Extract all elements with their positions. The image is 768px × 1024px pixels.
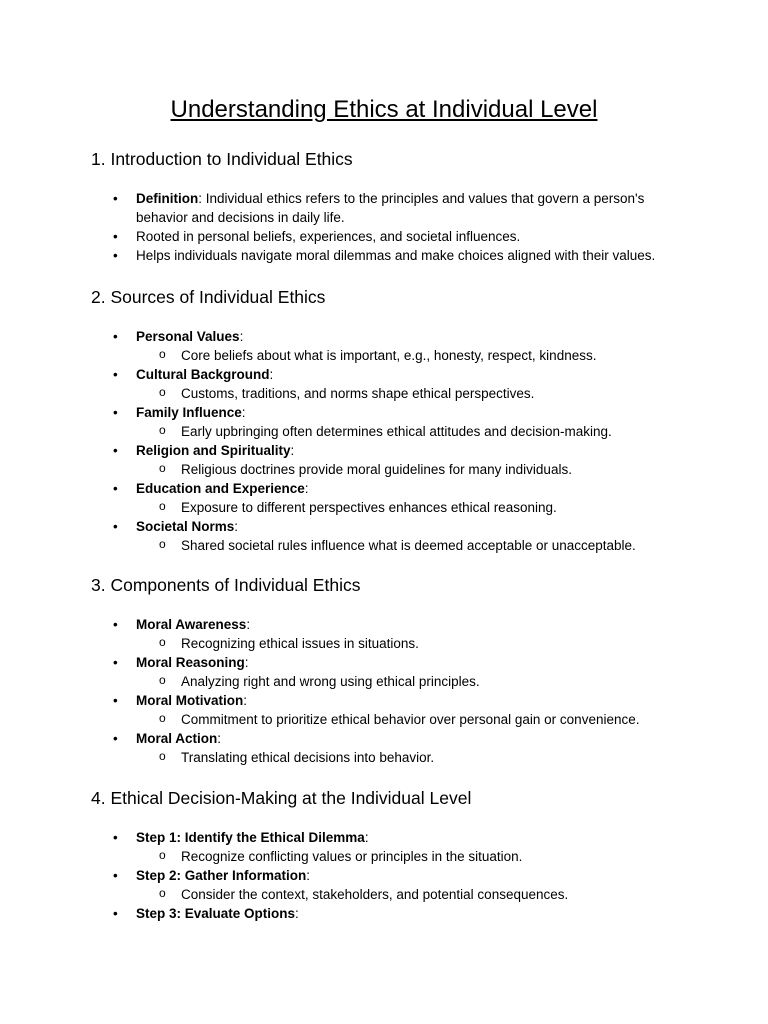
bullet-list [0,615,768,767]
item-label: Moral Awareness [136,617,247,632]
item-label: Family Influence [136,405,242,420]
sub-list-item [136,634,672,653]
bullet-list [0,327,768,555]
sub-list-item [136,885,672,904]
item-text: : [241,405,246,420]
sub-list-item [136,748,672,767]
list-item [0,403,768,441]
list-item [0,327,768,365]
sub-item-text: Consider the context, stakeholders, and potential consequences. [181,887,569,902]
item-label: Religion and Spirituality [136,443,291,458]
section-components [0,573,768,767]
item-text: : [269,367,274,382]
item-text: Rooted in personal beliefs, experiences, and societal influences. [136,229,521,244]
list-item [0,866,768,904]
sub-list-item [136,536,672,555]
list-item [0,653,768,691]
sub-item-text: Translating ethical decisions into behavior. [181,750,435,765]
list-item [0,615,768,653]
sub-item-text: Recognizing ethical issues in situations. [181,636,419,651]
list-item [0,365,768,403]
item-label: Education and Experience [136,481,305,496]
item-label: Definition [136,191,199,206]
item-text: Helps individuals navigate moral dilemmas and make choices aligned with their values. [136,248,656,263]
item-label: Societal Norms [136,519,235,534]
document-title: Understanding Ethics at Individual Level [170,96,598,123]
sub-item-text: Core beliefs about what is important, e.g., honesty, respect, kindness. [181,348,597,363]
bullet-list [0,828,768,923]
list-item [0,189,768,227]
sub-item-text: Analyzing right and wrong using ethical principles. [181,674,480,689]
list-item [0,729,768,767]
section-heading: 2. Sources of Individual Ethics [91,287,326,307]
item-label: Step 3: Evaluate Options [136,906,296,921]
list-item [0,691,768,729]
sub-list-item [136,847,672,866]
sub-item-text: Customs, traditions, and norms shape ethical perspectives. [181,386,535,401]
item-text: : [246,617,251,632]
item-label: Personal Values [136,329,240,344]
section-sources [0,285,768,555]
item-text: : [295,906,299,921]
item-text: : [217,731,222,746]
list-item [0,246,768,265]
item-text: : Individual ethics refers to the principles and values that govern a person's behavior and decisions in daily life. [136,191,645,225]
sub-list-item [136,384,672,403]
item-text: : [364,830,369,845]
list-item [0,479,768,517]
sub-list-item [136,498,672,517]
section-introduction [0,147,768,265]
item-label: Moral Motivation [136,693,244,708]
sub-item-text: Early upbringing often determines ethical attitudes and decision-making. [181,424,612,439]
list-item [0,828,768,866]
item-text: : [234,519,239,534]
list-item [0,904,768,923]
item-label: Step 1: Identify the Ethical Dilemma [136,830,365,845]
sub-list-item [136,710,672,729]
section-decision-making [0,786,768,923]
item-label: Moral Reasoning [136,655,245,670]
bullet-list [0,189,768,265]
item-text: : [244,655,249,670]
item-label: Moral Action [136,731,218,746]
sub-list-item [136,460,672,479]
list-item [0,517,768,555]
sub-item-text: Religious doctrines provide moral guidelines for many individuals. [181,462,572,477]
item-text: : [304,481,309,496]
list-item [0,227,768,246]
sub-item-text: Shared societal rules influence what is deemed acceptable or unacceptable. [181,538,636,553]
sub-item-text: Commitment to prioritize ethical behavior over personal gain or convenience. [181,712,640,727]
sub-list-item [136,672,672,691]
list-item [0,441,768,479]
sub-list-item [136,346,672,365]
item-text: : [239,329,244,344]
sub-item-text: Recognize conflicting values or principles in the situation. [181,849,523,864]
item-label: Step 2: Gather Information [136,868,307,883]
sub-item-text: Exposure to different perspectives enhances ethical reasoning. [181,500,557,515]
section-heading: 4. Ethical Decision-Making at the Individual Level [91,788,472,808]
section-heading: 1. Introduction to Individual Ethics [91,149,353,169]
item-text: : [290,443,295,458]
section-heading: 3. Components of Individual Ethics [91,575,361,595]
item-text: : [306,868,311,883]
item-text: : [243,693,248,708]
item-label: Cultural Background [136,367,270,382]
sub-list-item [136,422,672,441]
